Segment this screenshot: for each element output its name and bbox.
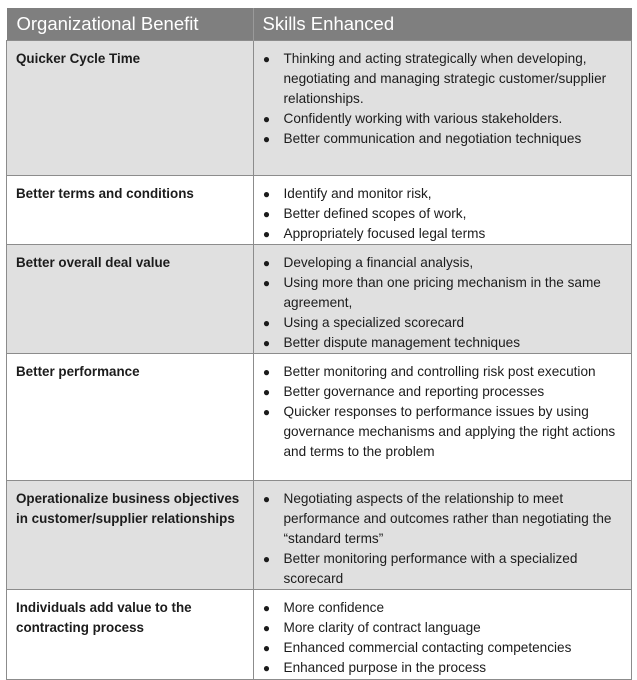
- benefit-cell: Better performance: [7, 354, 254, 481]
- bullet-icon: ●: [262, 207, 271, 221]
- bullet-icon: ●: [262, 256, 271, 270]
- skills-cell: [253, 481, 632, 590]
- bullet-icon: ●: [262, 112, 271, 126]
- skills-list: [262, 362, 626, 462]
- column-header-benefit: Organizational Benefit: [7, 8, 254, 41]
- skill-text: Negotiating aspects of the relationship to meet performance and outcomes rather than negotiating the “standard terms”: [283, 491, 612, 546]
- bullet-icon: ●: [262, 552, 271, 566]
- bullet-icon: ●: [262, 641, 271, 655]
- list-item: [262, 362, 626, 382]
- bullet-icon: ●: [262, 52, 271, 66]
- bullet-icon: ●: [262, 365, 271, 379]
- bullet-icon: ●: [262, 601, 271, 615]
- list-item: [262, 549, 626, 589]
- table-row: [7, 245, 632, 354]
- bullet-icon: ●: [262, 492, 271, 506]
- bullet-icon: ●: [262, 621, 271, 635]
- skill-text: Better communication and negotiation techniques: [283, 131, 582, 146]
- list-item: [262, 49, 626, 109]
- skill-text: Identify and monitor risk,: [283, 186, 432, 201]
- skill-text: Quicker responses to performance issues by using governance mechanisms and applying the right actions and terms to the problem: [283, 404, 616, 459]
- skills-list: [262, 598, 626, 678]
- skill-text: Better governance and reporting processes: [283, 384, 545, 399]
- list-item: [262, 224, 626, 244]
- skill-text: Better dispute management techniques: [283, 335, 521, 350]
- table-row: [7, 176, 632, 245]
- list-item: [262, 204, 626, 224]
- skill-text: Better monitoring and controlling risk post execution: [283, 364, 596, 379]
- table-row: [7, 41, 632, 176]
- skills-cell: [253, 41, 632, 176]
- skill-text: Thinking and acting strategically when developing, negotiating and managing strategic customer/supplier relationships.: [283, 51, 607, 106]
- table-header-row: [7, 8, 632, 41]
- skill-text: Using more than one pricing mechanism in the same agreement,: [283, 275, 601, 310]
- skill-text: Confidently working with various stakeholders.: [283, 111, 563, 126]
- bullet-icon: ●: [262, 187, 271, 201]
- bullet-icon: ●: [262, 227, 271, 241]
- skills-cell: [253, 354, 632, 481]
- list-item: [262, 109, 626, 129]
- column-header-skills: Skills Enhanced: [253, 8, 632, 41]
- skills-list: [262, 49, 626, 149]
- list-item: [262, 489, 626, 549]
- bullet-icon: ●: [262, 316, 271, 330]
- list-item: [262, 382, 626, 402]
- skills-list: [262, 489, 626, 589]
- bullet-icon: ●: [262, 405, 271, 419]
- table-row: [7, 354, 632, 481]
- list-item: [262, 253, 626, 273]
- skills-cell: [253, 176, 632, 245]
- benefit-cell: Quicker Cycle Time: [7, 41, 254, 176]
- list-item: [262, 598, 626, 618]
- benefit-cell: Individuals add value to the contracting process: [7, 590, 254, 680]
- list-item: [262, 313, 626, 333]
- skill-text: Appropriately focused legal terms: [283, 226, 486, 241]
- skill-text: Better defined scopes of work,: [283, 206, 467, 221]
- bullet-icon: ●: [262, 132, 271, 146]
- list-item: [262, 618, 626, 638]
- skill-text: Developing a financial analysis,: [283, 255, 474, 270]
- skill-text: Enhanced purpose in the process: [283, 660, 487, 675]
- skill-text: More clarity of contract language: [283, 620, 481, 635]
- list-item: [262, 333, 626, 353]
- table-row: [7, 590, 632, 680]
- skills-list: [262, 184, 626, 244]
- list-item: [262, 129, 626, 149]
- list-item: [262, 658, 626, 678]
- benefits-table: [6, 8, 632, 680]
- benefit-cell: Operationalize business objectives in customer/supplier relationships: [7, 481, 254, 590]
- list-item: [262, 184, 626, 204]
- table-row: [7, 481, 632, 590]
- bullet-icon: ●: [262, 661, 271, 675]
- list-item: [262, 638, 626, 658]
- benefit-cell: Better terms and conditions: [7, 176, 254, 245]
- benefits-table-container: [6, 8, 632, 680]
- bullet-icon: ●: [262, 336, 271, 350]
- skills-list: [262, 253, 626, 353]
- bullet-icon: ●: [262, 385, 271, 399]
- benefit-cell: Better overall deal value: [7, 245, 254, 354]
- skills-cell: [253, 245, 632, 354]
- skills-cell: [253, 590, 632, 680]
- list-item: [262, 402, 626, 462]
- skill-text: Better monitoring performance with a specialized scorecard: [283, 551, 578, 586]
- list-item: [262, 273, 626, 313]
- bullet-icon: ●: [262, 276, 271, 290]
- skill-text: Using a specialized scorecard: [283, 315, 465, 330]
- skill-text: Enhanced commercial contacting competencies: [283, 640, 572, 655]
- skill-text: More confidence: [283, 600, 384, 615]
